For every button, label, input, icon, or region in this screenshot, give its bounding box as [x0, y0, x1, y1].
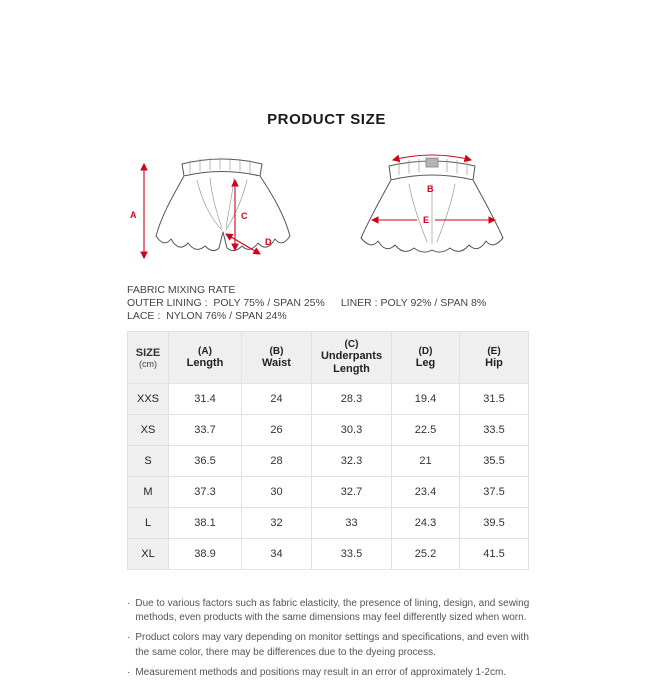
measure-label-b: B	[427, 184, 434, 194]
size-value-cell: 30.3	[312, 415, 392, 446]
size-value-cell: 31.5	[460, 384, 529, 415]
size-value-cell: 28	[242, 446, 312, 477]
measure-label-e: E	[423, 215, 430, 225]
shorts-front-diagram	[122, 142, 307, 282]
waistband-tag	[426, 158, 438, 167]
size-value-cell: 31.4	[169, 384, 242, 415]
shorts-back-diagram	[347, 142, 517, 282]
footnote-text: Product colors may vary depending on monitor settings and specifications, and even with the same color, there may be differences due to the dyeing process.	[135, 632, 529, 658]
footnotes	[127, 597, 539, 686]
footnote	[127, 597, 539, 625]
header-leg: (D) Leg	[392, 332, 460, 384]
header-hip: (E) Hip	[460, 332, 529, 384]
bullet-icon: ·	[127, 666, 131, 678]
size-value-cell: 32	[242, 508, 312, 539]
size-value-cell: 33.5	[460, 415, 529, 446]
size-row-label: XS	[128, 415, 169, 446]
footnote	[127, 666, 539, 680]
size-value-cell: 32.7	[312, 477, 392, 508]
table-row	[128, 415, 529, 446]
table-header-row	[128, 332, 529, 384]
header-waist: (B) Waist	[242, 332, 312, 384]
size-row-label: S	[128, 446, 169, 477]
shorts-diagrams	[122, 142, 542, 282]
size-value-cell: 21	[392, 446, 460, 477]
size-value-cell: 37.3	[169, 477, 242, 508]
size-value-cell: 39.5	[460, 508, 529, 539]
fabric-lace: LACE : NYLON 76% / SPAN 24%	[127, 310, 287, 322]
size-row-label: XL	[128, 539, 169, 570]
fabric-info	[127, 284, 557, 323]
size-row-label: L	[128, 508, 169, 539]
bullet-icon: ·	[127, 598, 131, 609]
size-value-cell: 33	[312, 508, 392, 539]
measure-label-d: D	[265, 237, 272, 247]
page-title: PRODUCT SIZE	[267, 111, 386, 128]
size-value-cell: 33.7	[169, 415, 242, 446]
fabric-outer-lining: OUTER LINING : POLY 75% / SPAN 25%	[127, 297, 325, 309]
size-value-cell: 24	[242, 384, 312, 415]
size-value-cell: 24.3	[392, 508, 460, 539]
size-row-label: XXS	[128, 384, 169, 415]
table-row	[128, 446, 529, 477]
size-value-cell: 32.3	[312, 446, 392, 477]
footnote-text: Measurement methods and positions may result in an error of approximately 1-2cm.	[135, 666, 507, 678]
measure-label-c: C	[241, 211, 248, 221]
size-value-cell: 25.2	[392, 539, 460, 570]
size-value-cell: 28.3	[312, 384, 392, 415]
fabric-heading: FABRIC MIXING RATE	[127, 284, 236, 296]
header-size: SIZE (cm)	[128, 332, 169, 384]
size-value-cell: 34	[242, 539, 312, 570]
fabric-liner: LINER : POLY 92% / SPAN 8%	[340, 297, 487, 309]
size-value-cell: 36.5	[169, 446, 242, 477]
size-value-cell: 41.5	[460, 539, 529, 570]
table-row	[128, 508, 529, 539]
bullet-icon: ·	[127, 632, 131, 644]
size-row-label: M	[128, 477, 169, 508]
size-value-cell: 23.4	[392, 477, 460, 508]
footnote-text: Due to various factors such as fabric elasticity, the presence of lining, design, and sewing methods, even products with the same dimensions may feel differently sized when worn.	[135, 598, 530, 624]
size-value-cell: 30	[242, 477, 312, 508]
measure-label-a: A	[130, 210, 137, 220]
size-value-cell: 35.5	[460, 446, 529, 477]
table-row	[128, 539, 529, 570]
size-chart-table	[127, 331, 529, 570]
header-underpants-length: (C) Underpants Length	[312, 332, 392, 384]
table-row	[128, 477, 529, 508]
fabric-line-1	[127, 297, 557, 310]
size-value-cell: 38.9	[169, 539, 242, 570]
size-value-cell: 38.1	[169, 508, 242, 539]
header-length: (A) Length	[169, 332, 242, 384]
size-value-cell: 26	[242, 415, 312, 446]
fabric-line-2	[127, 310, 557, 323]
size-value-cell: 37.5	[460, 477, 529, 508]
size-value-cell: 33.5	[312, 539, 392, 570]
table-row	[128, 384, 529, 415]
size-value-cell: 19.4	[392, 384, 460, 415]
size-value-cell: 22.5	[392, 415, 460, 446]
footnote	[127, 631, 539, 659]
